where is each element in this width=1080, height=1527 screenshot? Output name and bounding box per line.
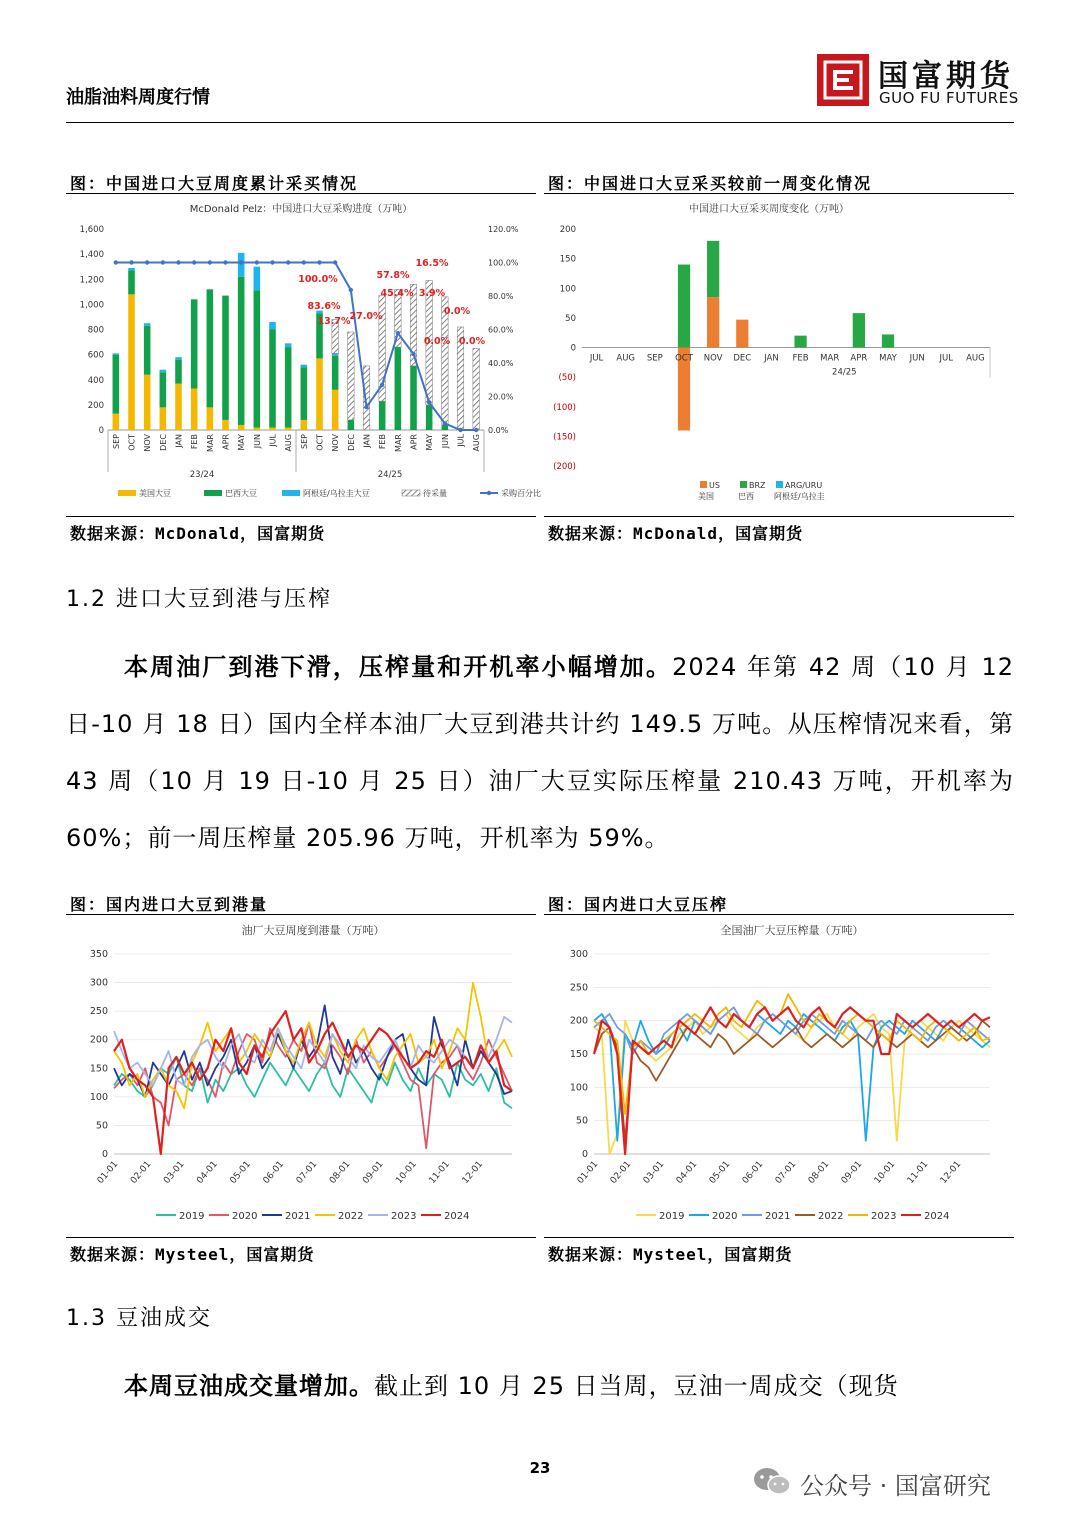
bar-巴西大豆 — [285, 347, 292, 427]
pct-data-label: 57.8% — [376, 270, 410, 281]
pct-point — [380, 383, 384, 387]
bar-美国大豆 — [160, 407, 167, 430]
section-heading-arrival-crush: 1.2 进口大豆到港与压榨 — [66, 587, 332, 612]
pct-data-label: 16.5% — [415, 258, 449, 269]
y-tick-label: 150 — [89, 1063, 108, 1075]
y2-tick-label: 120.0% — [488, 225, 519, 234]
x-tick-label: 09-01 — [361, 1159, 386, 1186]
x-tick-label: 04-01 — [674, 1159, 700, 1186]
chart-title: 中国进口大豆采买周度变化（万吨） — [689, 204, 849, 215]
legend-label: 2023 — [391, 1211, 417, 1222]
chart-title: 油厂大豆周度到港量（万吨） — [241, 924, 385, 937]
x-tick-label: JUN — [440, 434, 450, 449]
y-tick-label: 50 — [565, 313, 576, 324]
x-tick-label: FEB — [792, 353, 809, 364]
x-tick-label: 06-01 — [261, 1159, 287, 1186]
bar-阿根廷/乌拉圭大豆 — [128, 268, 135, 271]
bar-美国大豆 — [332, 390, 339, 430]
x-tick-label: OCT — [675, 353, 693, 364]
bar-美国大豆 — [301, 420, 308, 430]
pct-data-label: 0.0% — [458, 336, 486, 347]
x-tick-label: JUL — [456, 434, 466, 447]
pct-point — [239, 260, 243, 264]
y-tick-label: 100 — [89, 1091, 108, 1103]
legend-swatch — [776, 481, 783, 488]
bar-阿根廷/乌拉圭大豆 — [254, 267, 261, 291]
y-tick-label: 600 — [87, 350, 104, 361]
bar-BRZ — [678, 265, 690, 348]
guofu-logo-icon — [817, 54, 869, 106]
bar-BRZ — [882, 334, 894, 347]
y-tick-label: 50 — [95, 1120, 108, 1132]
bar-阿根廷/乌拉圭大豆 — [238, 253, 245, 277]
x-tick-label: 01-01 — [95, 1159, 121, 1186]
x-tick-label: 05-01 — [707, 1159, 733, 1186]
pct-data-label: 3.9% — [418, 288, 446, 299]
x-tick-label: 02-01 — [128, 1159, 154, 1186]
y-tick-label: (200) — [553, 462, 576, 472]
x-tick-label: JUL — [268, 434, 278, 447]
pct-point — [192, 260, 196, 264]
y-tick-label: 1,000 — [79, 300, 104, 311]
pct-point — [411, 352, 415, 356]
data-source-mysteel: 数据来源：Mysteel，国富期货 — [548, 1245, 793, 1264]
bar-US — [736, 320, 748, 348]
legend-label: 采购百分比 — [501, 489, 541, 498]
x-tick-label: 04-01 — [195, 1159, 220, 1186]
x-tick-label: FEB — [190, 434, 200, 450]
pct-point — [396, 331, 400, 335]
pct-point — [176, 260, 180, 264]
x-tick-label: 03-01 — [641, 1159, 667, 1186]
bar-美国大豆 — [175, 384, 182, 430]
chart-weekly-crush — [544, 917, 1014, 1230]
bar-巴西大豆 — [238, 277, 245, 425]
legend-swatch — [700, 481, 707, 488]
bar-巴西大豆 — [128, 270, 135, 294]
pct-point — [114, 260, 118, 264]
pct-data-label: 100.0% — [298, 274, 338, 285]
y-tick-label: 300 — [569, 949, 588, 960]
pct-point — [161, 260, 165, 264]
pct-point — [223, 260, 227, 264]
pct-point — [333, 260, 337, 264]
pct-point — [208, 260, 212, 264]
legend-swatch — [282, 490, 300, 496]
x-tick-label: 11-01 — [427, 1159, 452, 1186]
x-tick-label: NOV — [703, 353, 723, 364]
figure-title-crush: 图：国内进口大豆压榨 — [548, 895, 729, 914]
bar-美国大豆 — [238, 425, 245, 430]
x-tick-label: JAN — [764, 353, 779, 364]
figure-rule — [66, 516, 536, 517]
bar-巴西大豆 — [175, 360, 182, 384]
bar-巴西大豆 — [395, 347, 402, 430]
x-tick-label: 01-01 — [575, 1159, 601, 1186]
x-tick-label: 06-01 — [740, 1159, 766, 1186]
legend-swatch — [204, 490, 222, 496]
bar-阿根廷/乌拉圭大豆 — [175, 357, 182, 360]
figure-rule — [66, 914, 536, 915]
pct-point — [255, 260, 259, 264]
paragraph-soyoil-deals — [66, 1358, 1014, 1415]
y2-tick-label: 60.0% — [488, 325, 514, 335]
legend-swatch — [487, 491, 491, 495]
bar-美国大豆 — [269, 427, 276, 430]
x-tick-label: AUG — [472, 434, 482, 452]
y2-tick-label: 0.0% — [488, 426, 509, 435]
bar-巴西大豆 — [442, 425, 449, 430]
bar-巴西大豆 — [191, 299, 198, 388]
pct-point — [129, 260, 133, 264]
wechat-icon — [752, 1466, 792, 1498]
figure-rule — [544, 1237, 1014, 1238]
y2-tick-label: 40.0% — [488, 359, 514, 368]
legend-label: ARG/URU — [785, 481, 823, 490]
x-tick-label: 08-01 — [806, 1159, 832, 1186]
y-tick-label: 0 — [570, 343, 576, 354]
x-tick-label: MAR — [820, 353, 840, 364]
pct-point — [317, 260, 321, 264]
x-tick-label: DEC — [733, 353, 752, 364]
page-number: 23 — [529, 1459, 551, 1477]
bar-待采量 — [348, 332, 355, 420]
x-tick-label: JAN — [174, 434, 184, 448]
bar-巴西大豆 — [301, 367, 308, 420]
bar-巴西大豆 — [113, 355, 120, 414]
group-label: 24/25 — [377, 470, 403, 480]
bar-巴西大豆 — [426, 405, 433, 430]
bar-巴西大豆 — [144, 326, 151, 375]
pct-point — [474, 428, 478, 432]
bar-美国大豆 — [191, 389, 198, 430]
logo-english-name: GUO FU FUTURES — [879, 89, 1019, 107]
y-tick-label: 400 — [87, 375, 104, 386]
x-tick-label: MAY — [237, 434, 247, 451]
legend-label: 2022 — [818, 1211, 844, 1222]
bar-巴西大豆 — [222, 296, 229, 420]
x-tick-label: OCT — [127, 434, 137, 451]
x-tick-label: 05-01 — [228, 1159, 253, 1186]
paragraph-body: 2024 年第 42 周（10 月 12 日-10 月 18 日）国内全样本油厂大豆到港共计约 149.5 万吨。从压榨情况来看，第 43 周（10 月 19 日-10 月 25 日）油厂大豆实际压榨量 210.43 万吨，开机率为 60%；前一周压榨量 205.96 万吨，开机率为 59%。 — [66, 653, 1014, 852]
pct-point — [286, 260, 290, 264]
pct-data-label: 0.0% — [443, 306, 471, 317]
pct-point — [349, 288, 353, 292]
y-tick-label: 200 — [559, 225, 576, 235]
header-divider — [66, 122, 1014, 123]
bar-美国大豆 — [222, 420, 229, 430]
x-tick-label: DEC — [346, 434, 356, 451]
bar-美国大豆 — [316, 358, 323, 430]
x-tick-label: JUL — [939, 353, 954, 364]
pct-point — [270, 260, 274, 264]
x-tick-label: NOV — [331, 434, 341, 452]
bar-阿根廷/乌拉圭大豆 — [301, 365, 308, 368]
bar-美国大豆 — [285, 427, 292, 430]
bar-BRZ — [707, 241, 719, 297]
y-tick-label: 100 — [569, 1082, 588, 1094]
x-tick-label: MAY — [425, 434, 435, 451]
x-tick-label: 08-01 — [327, 1159, 353, 1186]
legend-label: 美国大豆 — [139, 489, 171, 498]
y-tick-label: 100 — [559, 284, 576, 295]
paragraph-lead: 本周油厂到港下滑，压榨量和开机率小幅增加。 — [124, 653, 673, 681]
y-tick-label: 250 — [569, 982, 588, 994]
bar-阿根廷/乌拉圭大豆 — [269, 322, 276, 330]
data-source-mysteel: 数据来源：Mysteel，国富期货 — [70, 1245, 315, 1264]
x-tick-label: 02-01 — [608, 1159, 634, 1186]
legend-label: 2023 — [871, 1211, 897, 1222]
y-tick-label: 1,600 — [79, 225, 104, 235]
bar-BRZ — [794, 336, 806, 348]
x-tick-label: 07-01 — [773, 1159, 799, 1186]
section-heading-soyoil-deals: 1.3 豆油成交 — [66, 1306, 212, 1331]
figure-title-arrivals: 图：国内进口大豆到港量 — [70, 895, 269, 914]
x-tick-label: NOV — [143, 434, 153, 452]
chart-weekly-change — [544, 196, 1014, 508]
group-label: 24/25 — [832, 367, 857, 378]
legend-sublabel: 美国 — [698, 492, 714, 501]
figure-title-weekly-change: 图：中国进口大豆采买较前一周变化情况 — [548, 174, 873, 193]
legend-label: 2024 — [924, 1211, 950, 1222]
bar-US — [707, 297, 719, 347]
legend-label: 待采量 — [423, 489, 447, 498]
x-tick-label: 10-01 — [394, 1159, 419, 1186]
y-tick-label: 200 — [87, 400, 104, 411]
legend-swatch — [402, 490, 420, 496]
bar-巴西大豆 — [207, 289, 214, 407]
y-tick-label: 1,400 — [79, 250, 104, 261]
figure-title-cumulative-purchase: 图：中国进口大豆周度累计采买情况 — [70, 174, 359, 193]
figure-rule — [66, 1237, 536, 1238]
x-tick-label: AUG — [284, 434, 294, 452]
bar-美国大豆 — [254, 427, 261, 430]
legend-label: 2021 — [285, 1211, 311, 1222]
y2-tick-label: 100.0% — [488, 258, 519, 268]
y-tick-label: 250 — [89, 1006, 108, 1018]
paragraph-arrival-crush — [66, 639, 1014, 867]
bar-巴西大豆 — [160, 372, 167, 407]
y-tick-label: 0 — [581, 1149, 588, 1160]
x-tick-label: APR — [221, 434, 231, 450]
pct-data-label: 13.7% — [317, 316, 351, 327]
y-tick-label: (150) — [553, 432, 576, 443]
x-tick-label: FEB — [378, 434, 388, 450]
legend-label: 巴西大豆 — [225, 489, 257, 498]
wechat-account-label: 公众号 · 国富研究 — [800, 1472, 991, 1500]
bar-待采量 — [473, 348, 480, 430]
figure-rule — [544, 516, 1014, 517]
x-tick-label: JUN — [909, 353, 925, 364]
pct-point — [145, 260, 149, 264]
y2-tick-label: 80.0% — [488, 292, 514, 301]
figure-rule — [544, 193, 1014, 194]
chart-title: McDonald Pelz：中国进口大豆采购进度（万吨） — [189, 204, 413, 215]
y-tick-label: 150 — [559, 254, 576, 265]
pct-data-label: 0.0% — [423, 336, 451, 347]
y-tick-label: 150 — [569, 1049, 588, 1060]
pct-point — [458, 428, 462, 432]
x-tick-label: APR — [409, 434, 419, 450]
y-tick-label: (50) — [558, 373, 576, 384]
bar-BRZ — [853, 313, 865, 347]
x-tick-label: 11-01 — [905, 1159, 931, 1186]
y-tick-label: 0 — [101, 1149, 108, 1160]
x-tick-label: JAN — [362, 434, 372, 448]
pct-data-label: 27.0% — [349, 311, 383, 322]
pct-point — [302, 260, 306, 264]
bar-巴西大豆 — [332, 356, 339, 390]
paragraph-lead: 本周豆油成交量增加。 — [124, 1372, 374, 1400]
chart-title: 全国油厂大豆压榨量（万吨） — [720, 924, 864, 937]
legend-label: BRZ — [749, 481, 766, 490]
bar-待采量 — [363, 366, 370, 430]
legend-label: 阿根廷/乌拉圭大豆 — [303, 489, 370, 498]
series-line-2022 — [594, 1021, 990, 1141]
bar-阿根廷/乌拉圭大豆 — [332, 353, 339, 356]
x-tick-label: 12-01 — [938, 1159, 964, 1186]
bar-巴西大豆 — [348, 420, 355, 430]
bar-阿根廷/乌拉圭大豆 — [113, 353, 120, 354]
pct-point — [427, 400, 431, 404]
figure-rule — [66, 193, 536, 194]
x-tick-label: OCT — [315, 434, 325, 451]
legend-swatch — [118, 490, 136, 496]
pct-data-label: 45.4% — [380, 288, 414, 299]
bar-巴西大豆 — [379, 401, 386, 430]
y2-tick-label: 20.0% — [488, 392, 514, 402]
x-tick-label: APR — [850, 353, 868, 364]
pct-point — [443, 421, 447, 425]
x-tick-label: DEC — [158, 434, 168, 451]
x-tick-label: SEP — [646, 353, 663, 364]
y-tick-label: 1,200 — [79, 275, 104, 286]
y-tick-label: 350 — [89, 949, 108, 960]
bar-阿根廷/乌拉圭大豆 — [144, 323, 151, 326]
bar-阿根廷/乌拉圭大豆 — [285, 343, 292, 347]
legend-swatch — [740, 481, 747, 488]
legend-sublabel: 巴西 — [738, 492, 754, 501]
legend-label: 2020 — [712, 1211, 738, 1222]
x-tick-label: 09-01 — [839, 1159, 865, 1186]
x-tick-label: 07-01 — [294, 1159, 320, 1186]
bar-巴西大豆 — [410, 366, 417, 430]
group-label: 23/24 — [189, 470, 215, 480]
pct-data-label: 83.6% — [307, 301, 341, 312]
x-tick-label: MAR — [205, 434, 215, 452]
x-tick-label: MAY — [879, 353, 897, 364]
document-title: 油脂油料周度行情 — [66, 87, 210, 108]
figure-rule — [544, 914, 1014, 915]
x-tick-label: 10-01 — [872, 1159, 898, 1186]
logo-chinese-name: 国富期货 — [878, 59, 1014, 94]
y-tick-label: 50 — [575, 1115, 588, 1127]
x-tick-label: SEP — [111, 434, 121, 449]
legend-label: 2019 — [659, 1211, 685, 1222]
y-tick-label: 0 — [98, 426, 104, 436]
chart-cumulative-purchase — [66, 196, 541, 508]
legend-label: 2024 — [444, 1211, 470, 1222]
bar-美国大豆 — [144, 375, 151, 430]
x-tick-label: AUG — [966, 353, 985, 364]
y-tick-label: 300 — [89, 977, 108, 989]
x-tick-label: 03-01 — [162, 1159, 187, 1186]
y-tick-label: 800 — [87, 325, 104, 336]
y-tick-label: 200 — [569, 1015, 588, 1027]
legend-label: US — [709, 481, 720, 490]
legend-sublabel: 阿根廷/乌拉圭 — [774, 492, 825, 501]
legend-label: 2022 — [338, 1211, 364, 1222]
x-tick-label: AUG — [616, 353, 636, 364]
pct-point — [364, 405, 368, 409]
legend-label: 2020 — [232, 1211, 258, 1222]
data-source-mcdonald: 数据来源：McDonald，国富期货 — [548, 524, 804, 543]
x-tick-label: JUN — [252, 434, 262, 449]
legend-label: 2021 — [765, 1211, 791, 1222]
y-tick-label: 200 — [89, 1034, 108, 1046]
bar-阿根廷/乌拉圭大豆 — [160, 370, 167, 373]
x-tick-label: 12-01 — [460, 1159, 486, 1186]
bar-美国大豆 — [128, 294, 135, 430]
bar-巴西大豆 — [254, 291, 261, 428]
y-tick-label: (100) — [553, 402, 576, 413]
x-tick-label: SEP — [299, 434, 309, 449]
bar-巴西大豆 — [269, 330, 276, 428]
x-tick-label: JUL — [589, 353, 604, 364]
paragraph-body: 截止到 10 月 25 日当周，豆油一周成交（现货 — [374, 1372, 899, 1400]
data-source-mcdonald: 数据来源：McDonald，国富期货 — [70, 524, 326, 543]
bar-美国大豆 — [113, 414, 120, 430]
chart-weekly-arrivals — [66, 917, 536, 1230]
x-tick-label: MAR — [393, 434, 403, 452]
legend-label: 2019 — [179, 1211, 205, 1222]
bar-美国大豆 — [207, 407, 214, 430]
